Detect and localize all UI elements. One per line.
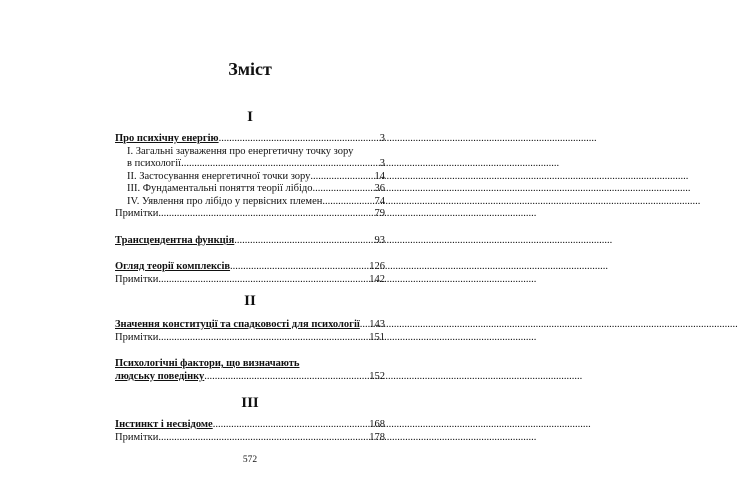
toc-entry[interactable]	[115, 146, 385, 159]
page-title: Зміст	[228, 59, 272, 79]
dot-leader	[158, 432, 369, 445]
toc-entry-title: Примітки	[115, 208, 159, 219]
toc-entry-title: Огляд теорії комплексів	[115, 261, 231, 272]
toc-entry-page: 14	[374, 170, 385, 182]
toc-entry-page: 36	[374, 183, 385, 194]
dot-leader	[313, 183, 375, 196]
toc-entry[interactable]	[115, 158, 385, 171]
toc-entry[interactable]	[115, 332, 385, 345]
toc-entry[interactable]	[115, 196, 385, 209]
dot-leader	[158, 332, 369, 345]
toc-entry[interactable]	[115, 235, 385, 248]
section-heading-1: I	[247, 109, 253, 125]
toc-entry-title: Психологічні фактори, що визначають	[115, 358, 300, 369]
toc-entry-page: 79	[374, 208, 385, 219]
toc-section-1	[115, 133, 385, 286]
toc-entry-page: 143	[369, 319, 385, 330]
toc-entry[interactable]	[115, 358, 385, 371]
section-heading-2: II	[244, 293, 256, 309]
dot-leader	[158, 274, 369, 287]
toc-entry[interactable]	[115, 274, 385, 287]
toc-entry-page: 142	[369, 273, 385, 285]
toc-entry-title: II. Застосування енергетичної точки зору	[127, 170, 311, 182]
toc-entry[interactable]	[115, 419, 385, 432]
toc-entry-title: IV. Уявлення про лібідо у первісних племен	[127, 195, 323, 207]
toc-entry-title: в психології	[127, 158, 182, 169]
toc-section-2	[115, 319, 385, 383]
toc-entry-page: 152	[369, 370, 385, 382]
toc-entry[interactable]	[115, 183, 385, 196]
toc-entry-title: Трансцендентна функція	[115, 234, 235, 246]
toc-entry-page: 93	[374, 234, 385, 246]
toc-entry-title: I. Загальні зауваження про енергетичну точку зору	[127, 145, 354, 157]
dot-leader	[234, 235, 374, 248]
toc-entry-title: Примітки	[115, 431, 159, 443]
dot-leader	[360, 319, 369, 332]
dot-leader	[322, 196, 374, 209]
toc-entry-page: 126	[369, 261, 385, 272]
toc-entry-title: Примітки	[115, 331, 159, 343]
toc-entry[interactable]	[115, 133, 385, 146]
dot-leader	[158, 208, 374, 221]
toc-entry[interactable]	[115, 371, 385, 384]
toc-section-3	[115, 419, 385, 444]
toc-entry[interactable]	[115, 208, 385, 221]
toc-entry-page: 3	[379, 133, 385, 144]
dot-leader	[310, 171, 374, 184]
section-heading-3: III	[241, 395, 259, 411]
toc-entry-title: Про психічну енергію	[115, 133, 219, 144]
toc-entry[interactable]	[115, 171, 385, 184]
toc-entry-page: 168	[369, 419, 385, 430]
toc-entry-title: людську поведінку	[115, 370, 205, 382]
dot-leader	[181, 158, 380, 171]
toc-entry-title: Значення конституції та спадковості для психології	[115, 319, 360, 330]
toc-entry-title: III. Фундаментальні поняття теорії лібідо	[127, 183, 313, 194]
toc-entry[interactable]	[115, 319, 385, 332]
toc-entry-title: Інстинкт і несвідоме	[115, 419, 213, 430]
dot-leader	[230, 261, 369, 274]
dot-leader	[219, 133, 380, 146]
toc-entry-page: 178	[369, 431, 385, 443]
toc-entry-title: Примітки	[115, 273, 159, 285]
toc-entry-page: 151	[369, 331, 385, 343]
toc-entry-page: 3	[379, 158, 385, 169]
toc-entry[interactable]	[115, 261, 385, 274]
toc-entry[interactable]	[115, 432, 385, 445]
dot-leader	[213, 419, 370, 432]
dot-leader	[204, 371, 369, 384]
toc-entry-page: 74	[374, 195, 385, 207]
page-number: 572	[242, 455, 258, 465]
